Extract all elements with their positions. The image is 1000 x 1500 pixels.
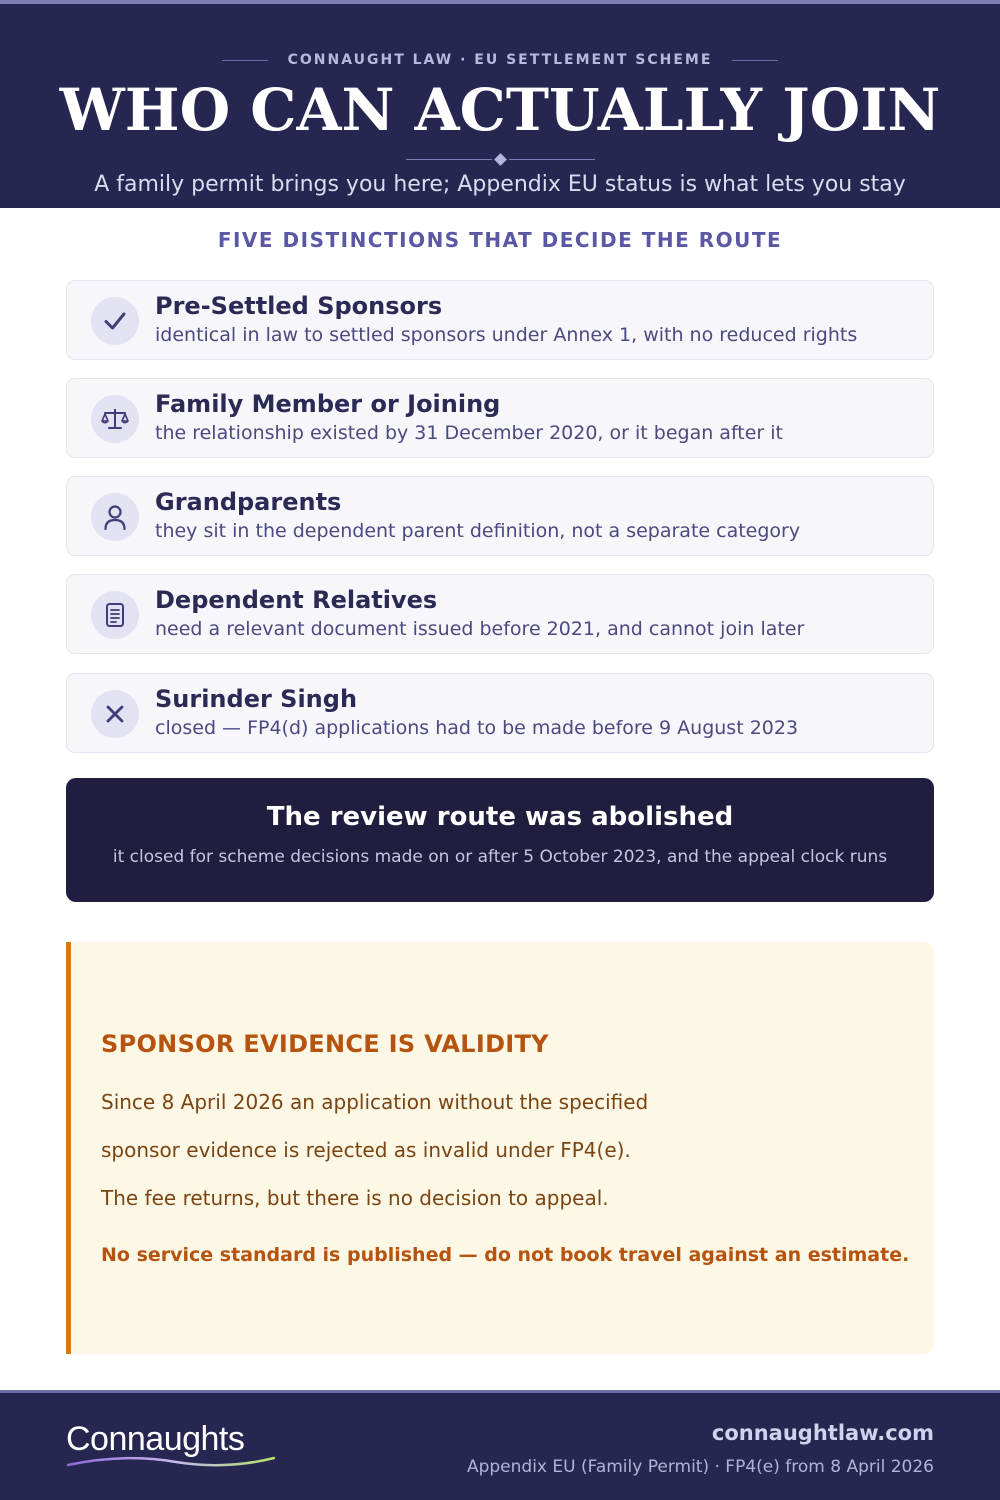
notice-title: SPONSOR EVIDENCE IS VALIDITY — [101, 1030, 549, 1058]
person-icon — [91, 493, 139, 541]
card-title: Pre-Settled Sponsors — [155, 292, 443, 320]
eyebrow: CONNAUGHT LAW · EU SETTLEMENT SCHEME — [287, 52, 713, 68]
notice-line: The fee returns, but there is no decision to appeal. — [101, 1186, 609, 1210]
eyebrow-divider-left — [222, 60, 268, 61]
notice-line: Since 8 April 2026 an application without the specified — [101, 1090, 649, 1114]
ornament-line-right — [509, 159, 595, 160]
card-title: Surinder Singh — [155, 685, 358, 713]
section-heading: FIVE DISTINCTIONS THAT DECIDE THE ROUTE — [217, 228, 783, 252]
card-title: Grandparents — [155, 488, 342, 516]
logo-swoosh-icon — [66, 1455, 276, 1469]
scales-icon — [91, 395, 139, 443]
notice-line: sponsor evidence is rejected as invalid under FP4(e). — [101, 1138, 631, 1162]
review-route-banner — [66, 778, 934, 902]
card-family-member-or-joining — [66, 378, 934, 458]
card-title: Dependent Relatives — [155, 586, 438, 614]
diamond-ornament — [0, 152, 1000, 166]
eyebrow-divider-right — [732, 60, 778, 61]
footer-reference: Appendix EU (Family Permit) · FP4(e) from 8 April 2026 — [466, 1457, 934, 1477]
footer-website-link[interactable]: connaughtlaw.com — [711, 1421, 934, 1445]
card-pre-settled-sponsors — [66, 280, 934, 360]
card-title: Family Member or Joining — [155, 390, 501, 418]
cross-icon — [91, 690, 139, 738]
notice-emphasis: No service standard is published — do not book travel against an estimate. — [101, 1244, 910, 1266]
document-icon — [91, 591, 139, 639]
page-title: WHO CAN ACTUALLY JOIN — [59, 76, 941, 144]
page-subtitle: A family permit brings you here; Appendix EU status is what lets you stay — [94, 172, 906, 197]
logo-wordmark: Connaughts — [66, 1420, 245, 1458]
card-description: need a relevant document issued before 2021, and cannot join later — [155, 618, 805, 640]
ornament-line-left — [406, 159, 492, 160]
sponsor-evidence-notice — [66, 942, 934, 1354]
card-dependent-relatives — [66, 574, 934, 654]
card-description: the relationship existed by 31 December 2020, or it began after it — [155, 422, 784, 444]
check-icon — [91, 297, 139, 345]
banner-title: The review route was abolished — [266, 802, 734, 832]
card-description: identical in law to settled sponsors under Annex 1, with no reduced rights — [155, 324, 858, 346]
footer — [0, 1390, 1000, 1500]
card-description: they sit in the dependent parent definition, not a separate category — [155, 520, 801, 542]
connaughts-logo — [66, 1419, 286, 1479]
banner-description: it closed for scheme decisions made on or after 5 October 2023, and the appeal clock runs — [112, 847, 888, 867]
diamond-icon — [494, 153, 507, 166]
card-surinder-singh — [66, 673, 934, 753]
header — [0, 0, 1000, 208]
eyebrow-row — [0, 50, 1000, 70]
card-description: closed — FP4(d) applications had to be made before 9 August 2023 — [155, 717, 799, 739]
card-grandparents — [66, 476, 934, 556]
